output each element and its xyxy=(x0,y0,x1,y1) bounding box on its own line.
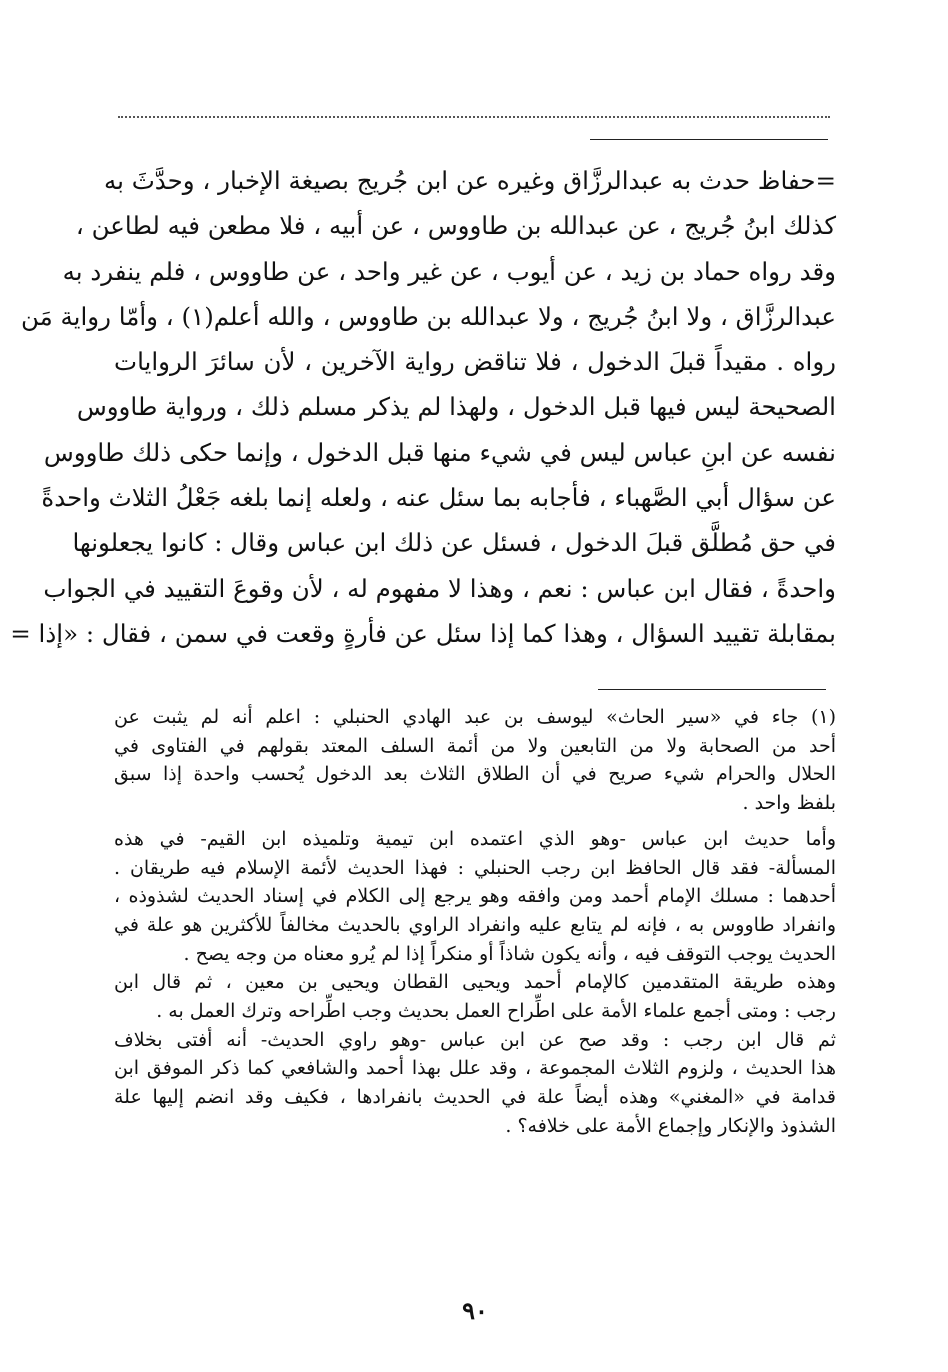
footnote-line: وأما حديث ابن عباس -وهو الذي اعتمده ابن تيمية وتلميذه ابن القيم- في هذه xyxy=(114,827,836,850)
body-line: عبدالرزَّاق ، ولا ابنُ جُريج ، ولا عبدالله بن طاووس ، والله أعلم(١) ، وأمّا رواية مَن xyxy=(20,301,836,331)
body-line: في حق مُطلَّق قبلَ الدخول ، فسئل عن ذلك ابن عباس وقال : كانوا يجعلونها xyxy=(72,528,836,558)
body-line: =حفاظ حدث به عبدالرزَّاق وغيره عن ابن جُريج بصيغة الإخبار ، وحدَّثَ به xyxy=(104,166,836,195)
footnote-paragraph xyxy=(114,825,836,969)
body-line: كذلك ابنُ جُريج ، عن عبدالله بن طاووس ، عن أبيه ، فلا مطعن فيه لطاعن ، xyxy=(75,211,836,241)
footnote-line: المسألة- فقد قال الحافظ ابن رجب الحنبلي : فهذا الحديث لأئمة الإسلام فيه طريقان . xyxy=(114,856,836,879)
footnote-line: وهذه طريقة المتقدمين كالإمام أحمد ويحيى القطان ويحيى بن معين ، ثم قال ابن xyxy=(114,971,836,994)
page-number: ٩٠ xyxy=(462,1296,488,1325)
continuation-rule xyxy=(590,139,828,140)
footnote-line: الشذوذ والإنكار وإجماع الأمة على خلافه؟ . xyxy=(505,1114,836,1137)
footnote-paragraph xyxy=(114,968,836,1025)
footnote-line: رجب : ومتى أجمع علماء الأمة على اطِّراح العمل بحديث وجب اطِّراحه وترك العمل به . xyxy=(156,1000,836,1023)
body-line: عن سؤال أبي الصَّهباء ، فأجابه بما سئل عنه ، ولعله إنما بلغه جَعْلُ الثلاث واحدةً xyxy=(41,483,836,513)
footnote-paragraph xyxy=(114,703,836,818)
footnote-line: الحلال والحرام شيء صريح في أن الطلاق الثلاث بعد الدخول يُحسب واحدة إذا سبق xyxy=(114,763,836,786)
footnote-paragraph xyxy=(114,1026,836,1141)
footnote-line: أحد من الصحابة ولا من التابعين ولا من أئمة السلف المعتد بقولهم في الفتاوى في xyxy=(114,734,836,757)
footnote-line: قدامة في «المغني» وهذه أيضاً علة في الحديث بانفرادها ، فكيف وقد انضم إليها علة xyxy=(114,1086,836,1109)
footnote-block xyxy=(114,703,836,1141)
footnote-line: (١) جاء في «سير الحاث» ليوسف بن عبد الهادي الحنبلي : اعلم أنه لم يثبت عن xyxy=(114,706,836,728)
body-line: واحدةً ، فقال ابن عباس : نعم ، وهذا لا مفهوم له ، لأن وقوعَ التقييد في الجواب xyxy=(43,573,836,603)
body-line: رواه . مقيداً قبلَ الدخول ، فلا تناقض رواية الآخرين ، لأن سائرَ الروايات xyxy=(114,347,836,377)
footnote-line: وانفراد طاووس به ، فإنه لم يتابع عليه وانفراد الراوي بالحديث مخالفاً للأكثرين هو علة في xyxy=(114,913,836,936)
main-body-text xyxy=(10,158,836,656)
body-line: وقد رواه حماد بن زيد ، عن أيوب ، عن غير واحد ، عن طاووس ، فلم ينفرد به xyxy=(62,256,836,286)
body-line: الصحيحة ليس فيها قبل الدخول ، ولهذا لم يذكر مسلم ذلك ، ورواية طاووس xyxy=(76,392,836,422)
footnote-line: أحدهما : مسلك الإمام أحمد ومن وافقه وهو يرجع إلى الكلام في إسناد الحديث لشذوذه ، xyxy=(114,885,836,908)
footnote-line: هذا الحديث ، ولزوم الثلاث المجموعة ، وقد علل بهذا أحمد والشافعي كما ذكر الموفق ابن xyxy=(114,1057,836,1080)
footnote-line: ثم قال ابن رجب : وقد صح عن ابن عباس -وهو راوي الحديث- أنه أفتى بخلاف xyxy=(114,1028,836,1051)
body-line: بمقابلة تقييد السؤال ، وهذا كما إذا سئل عن فأرةٍ وقعت في سمن ، فقال : «إذا = xyxy=(10,618,836,648)
footnote-line: بلفظ واحد . xyxy=(742,792,836,815)
footnote-line: الحديث يوجب التوقف فيه ، وأنه يكون شاذاً أو منكراً إذا لم يُرو معناه من وجه يصح . xyxy=(183,942,836,965)
header-dotted-rule xyxy=(118,116,830,118)
body-line: نفسه عن ابنِ عباس ليس في شيء منها قبل الدخول ، وإنما حكى ذلك طاووس xyxy=(43,437,836,467)
footnote-separator-rule xyxy=(598,689,826,690)
